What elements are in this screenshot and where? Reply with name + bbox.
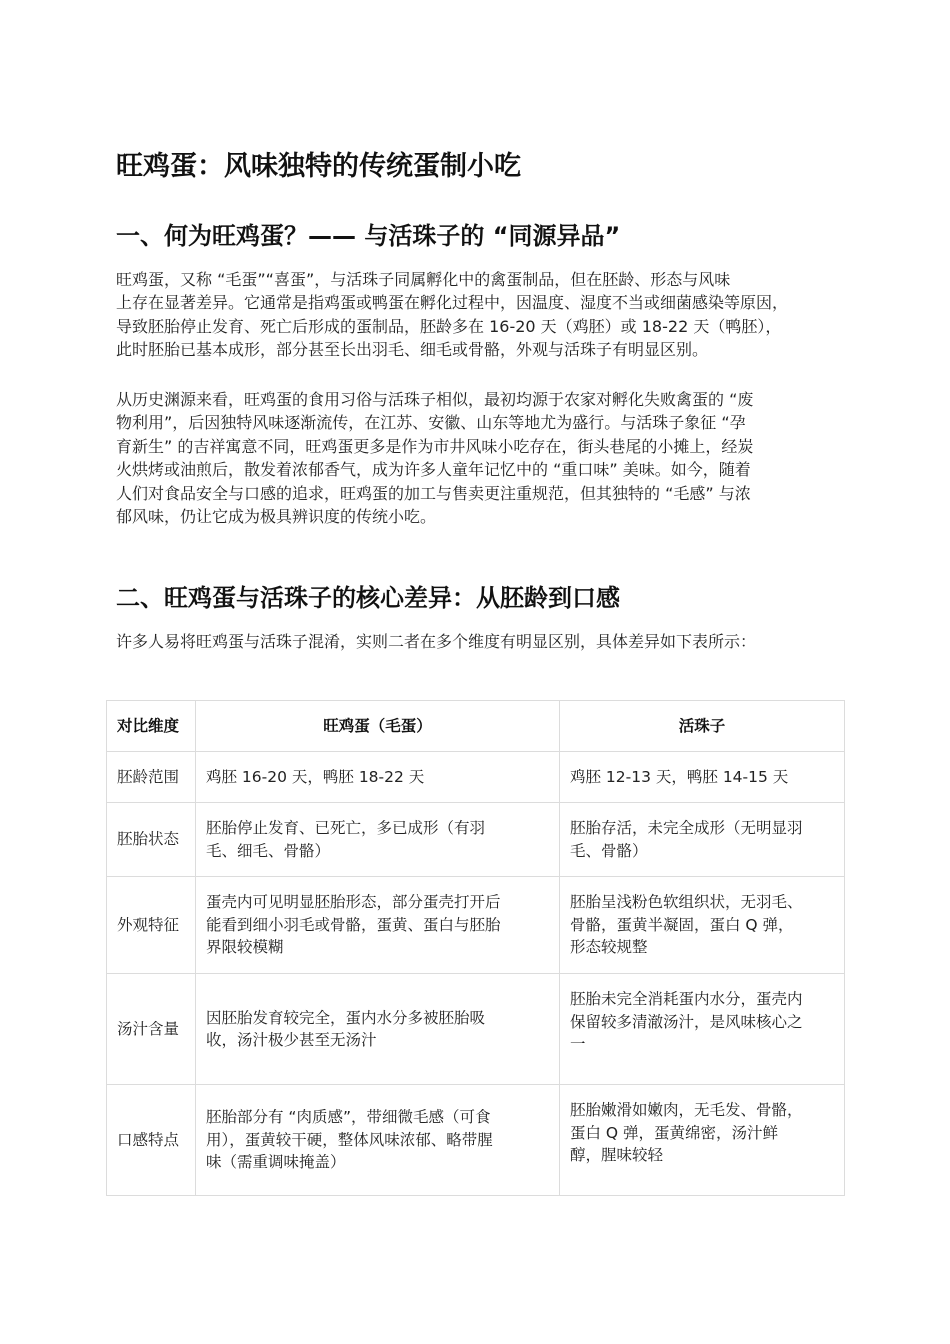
cell-line: 能看到细小羽毛或骨骼，蛋黄、蛋白与胚胎 bbox=[206, 915, 501, 934]
section-1-paragraph-1 bbox=[116, 268, 846, 362]
dimension-cell: 胚龄范围 bbox=[107, 752, 196, 803]
huo-zhuzi-cell bbox=[560, 1085, 845, 1196]
dimension-cell: 口感特点 bbox=[107, 1085, 196, 1196]
huo-zhuzi-cell bbox=[560, 803, 845, 877]
table-row bbox=[107, 877, 845, 974]
section-2-intro: 许多人易将旺鸡蛋与活珠子混淆，实则二者在多个维度有明显区别，具体差异如下表所示： bbox=[116, 632, 757, 651]
cell-line: 胚胎存活，未完全成形（无明显羽 bbox=[570, 819, 803, 837]
paragraph-line: 郁风味，仍让它成为极具辨识度的传统小吃。 bbox=[116, 507, 437, 527]
table-row bbox=[107, 752, 845, 803]
section-1-heading: 一、何为旺鸡蛋？—— 与活珠子的 “同源异品” bbox=[116, 222, 621, 250]
cell-line: 因胚胎发育较完全，蛋内水分多被胚胎吸 bbox=[206, 1008, 486, 1027]
table-row bbox=[107, 803, 845, 877]
cell-line: 鸡胚 16-20 天，鸭胚 18-22 天 bbox=[206, 767, 425, 786]
wang-egg-cell bbox=[196, 803, 560, 877]
paragraph-line: 物利用”，后因独特风味逐渐流传，在江苏、安徽、山东等地尤为盛行。与活珠子象征 “孕 bbox=[116, 413, 746, 433]
comparison-table bbox=[106, 700, 845, 1196]
wang-egg-cell bbox=[196, 877, 560, 974]
document-title: 旺鸡蛋：风味独特的传统蛋制小吃 bbox=[116, 151, 521, 182]
cell-line: 蛋壳内可见明显胚胎形态，部分蛋壳打开后 bbox=[206, 893, 501, 912]
table-row bbox=[107, 1085, 845, 1196]
paragraph-line: 上存在显著差异。它通常是指鸡蛋或鸭蛋在孵化过程中，因温度、湿度不当或细菌感染等原因， bbox=[116, 293, 789, 313]
cell-line: 形态较规整 bbox=[570, 938, 648, 957]
dimension-cell: 外观特征 bbox=[107, 877, 196, 974]
section-1-paragraph-2 bbox=[116, 388, 846, 528]
cell-line: 收，汤汁极少甚至无汤汁 bbox=[206, 1031, 377, 1049]
paragraph-line: 从历史渊源来看，旺鸡蛋的食用习俗与活珠子相似，最初均源于农家对孵化失败禽蛋的 “废 bbox=[116, 390, 754, 409]
cell-line: 用），蛋黄较干硬，整体风味浓郁、略带腥 bbox=[206, 1130, 493, 1149]
huo-zhuzi-cell bbox=[560, 974, 845, 1085]
table-header-row bbox=[107, 701, 845, 752]
paragraph-line: 此时胚胎已基本成形，部分甚至长出羽毛、细毛或骨骼，外观与活珠子有明显区别。 bbox=[116, 340, 709, 360]
paragraph-line: 火烘烤或油煎后，散发着浓郁香气，成为许多人童年记忆中的 “重口味” 美味。如今，随着 bbox=[116, 460, 751, 480]
cell-line: 胚胎呈浅粉色软组织状，无羽毛、 bbox=[570, 893, 803, 912]
header-wang-egg: 旺鸡蛋（毛蛋） bbox=[196, 701, 560, 752]
cell-line: 胚胎嫩滑如嫩肉，无毛发、骨骼， bbox=[570, 1101, 803, 1119]
cell-line: 胚胎停止发育、已死亡，多已成形（有羽 bbox=[206, 819, 486, 837]
cell-line: 鸡胚 12-13 天，鸭胚 14-15 天 bbox=[570, 767, 789, 786]
huo-zhuzi-cell bbox=[560, 752, 845, 803]
dimension-cell: 胚胎状态 bbox=[107, 803, 196, 877]
cell-line: 醇，腥味较轻 bbox=[570, 1146, 664, 1164]
cell-line: 界限较模糊 bbox=[206, 938, 284, 957]
cell-line: 味（需重调味掩盖） bbox=[206, 1153, 346, 1172]
header-dimension: 对比维度 bbox=[107, 701, 196, 752]
paragraph-line: 人们对食品安全与口感的追求，旺鸡蛋的加工与售卖更注重规范，但其独特的 “毛感” 与浓 bbox=[116, 483, 751, 503]
header-huo-zhuzi: 活珠子 bbox=[560, 701, 845, 752]
cell-line: 胚胎部分有 “肉质感”，带细微毛感（可食 bbox=[206, 1108, 491, 1127]
paragraph-line: 导致胚胎停止发育、死亡后形成的蛋制品，胚龄多在 16-20 天（鸡胚）或 18-22 天（鸭胚）， bbox=[116, 316, 782, 336]
cell-line: 胚胎未完全消耗蛋内水分，蛋壳内 bbox=[570, 990, 803, 1008]
paragraph-line: 育新生” 的吉祥寓意不同，旺鸡蛋更多是作为市井风味小吃存在，街头巷尾的小摊上，经炭 bbox=[116, 436, 754, 456]
wang-egg-cell bbox=[196, 974, 560, 1085]
cell-line: 一 bbox=[570, 1035, 586, 1053]
huo-zhuzi-cell bbox=[560, 877, 845, 974]
wang-egg-cell bbox=[196, 1085, 560, 1196]
dimension-cell: 汤汁含量 bbox=[107, 974, 196, 1085]
cell-line: 保留较多清澈汤汁，是风味核心之 bbox=[570, 1012, 803, 1031]
cell-line: 骨骼，蛋黄半凝固，蛋白 Q 弹， bbox=[570, 915, 794, 934]
cell-line: 蛋白 Q 弹，蛋黄绵密，汤汁鲜 bbox=[570, 1123, 779, 1142]
wang-egg-cell bbox=[196, 752, 560, 803]
section-2-heading: 二、旺鸡蛋与活珠子的核心差异：从胚龄到口感 bbox=[116, 584, 620, 612]
cell-line: 毛、骨骼） bbox=[570, 841, 648, 860]
paragraph-line: 旺鸡蛋，又称 “毛蛋”“喜蛋”，与活珠子同属孵化中的禽蛋制品，但在胚龄、形态与风味 bbox=[116, 270, 731, 289]
cell-line: 毛、细毛、骨骼） bbox=[206, 841, 331, 860]
table-row bbox=[107, 974, 845, 1085]
